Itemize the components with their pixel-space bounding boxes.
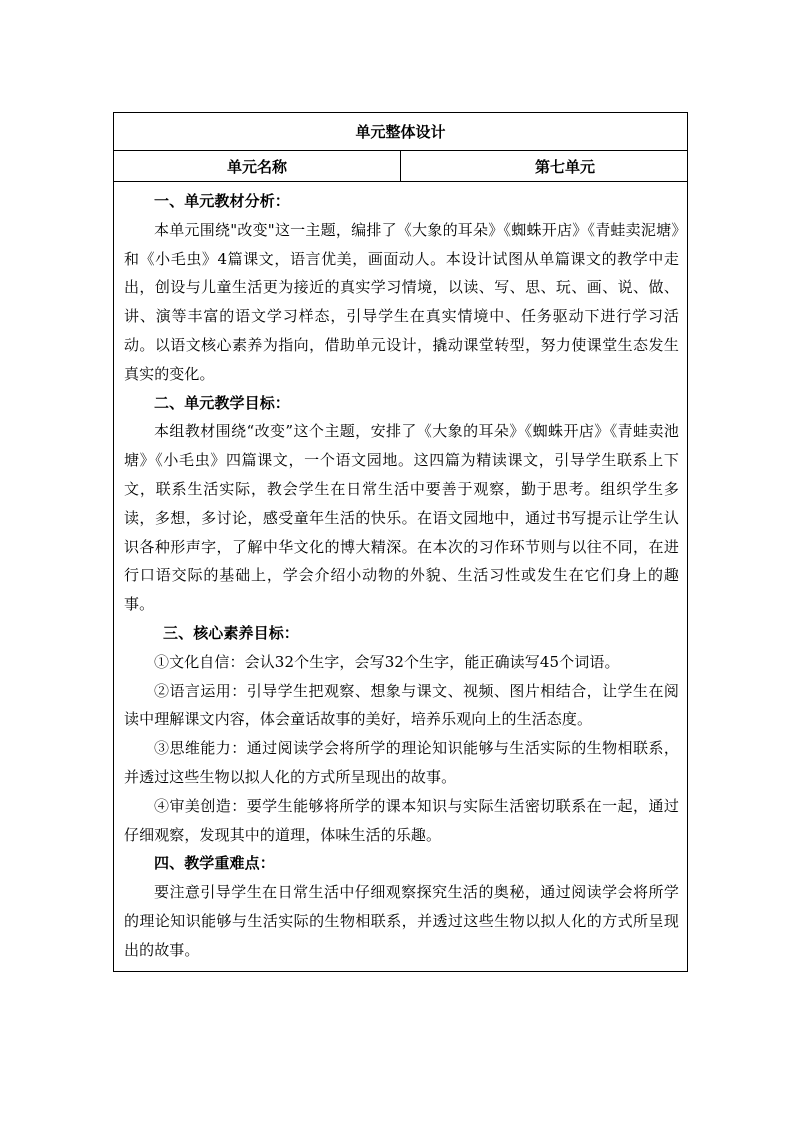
literacy-item-3: ③思维能力：通过阅读学会将所学的理论知识能够与生活实际的生物相联系，并透过这些生物以拟人化的方式所呈现出的故事。 [124, 739, 679, 786]
section-heading-key-points: 四、教学重难点： [154, 854, 275, 873]
goals-paragraph: 本组教材围绕“改变”这个主题，安排了《大象的耳朵》《蜘蛛开店》《青蛙卖池塘》《小毛虫》四篇课文，一个语文园地。这四篇为精读课文，引导学生联系上下文，联系生活实际，教会学生在日常生活中要善于观察，勤于思考。组织学生多读，多想，多讨论，感受童年生活的快乐。在语文园地中，通过书写提示让学生认识各种形声字，了解中华文化的博大精深。在本次的习作环节则与以往不同，在进行口语交际的基础上，学会介绍小动物的外貌、生活习性或发生在它们身上的趣事。 [124, 422, 679, 614]
unit-design-table [113, 112, 688, 972]
key-points-paragraph: 要注意引导学生在日常生活中仔细观察探究生活的奥秘，通过阅读学会将所学的理论知识能够与生活实际的生物相联系，并透过这些生物以拟人化的方式所呈现出的故事。 [124, 883, 679, 959]
literacy-item-4: ④审美创造：要学生能够将所学的课本知识与实际生活密切联系在一起，通过仔细观察，发现其中的道理，体味生活的乐趣。 [124, 796, 679, 844]
unit-name-label: 单元名称 [114, 151, 401, 182]
literacy-item-1: ①文化自信：会认32个生字，会写32个生字，能正确读写45个词语。 [154, 652, 620, 671]
unit-name-value: 第七单元 [401, 151, 688, 182]
content-row [114, 182, 688, 972]
content-cell [114, 182, 688, 972]
unit-name-row [114, 151, 688, 182]
section-heading-analysis: 一、单元教材分析： [154, 192, 290, 210]
analysis-paragraph: 本单元围绕"改变"这一主题，编排了《大象的耳朵》《蜘蛛开店》《青蛙卖泥塘》和《小毛虫》4篇课文，语言优美，画面动人。本设计试图从单篇课文的教学中走出，创设与儿童生活更为接近的真实学习情境，以读、写、思、玩、画、说、做、讲、演等丰富的语文学习样态，引导学生在真实情境中、任务驱动下进行学习活动。以语文核心素养为指向，借助单元设计，撬动课堂转型，努力使课堂生态发生真实的变化。 [124, 220, 679, 383]
table-title: 单元整体设计 [114, 113, 688, 151]
title-row [114, 113, 688, 151]
section-heading-goals: 二、单元教学目标： [154, 393, 290, 412]
literacy-item-2: ②语言运用：引导学生把观察、想象与课文、视频、图片相结合，让学生在阅读中理解课文内容，体会童话故事的美好，培养乐观向上的生活态度。 [124, 681, 679, 729]
section-heading-literacy: 三、核心素养目标： [163, 623, 299, 642]
